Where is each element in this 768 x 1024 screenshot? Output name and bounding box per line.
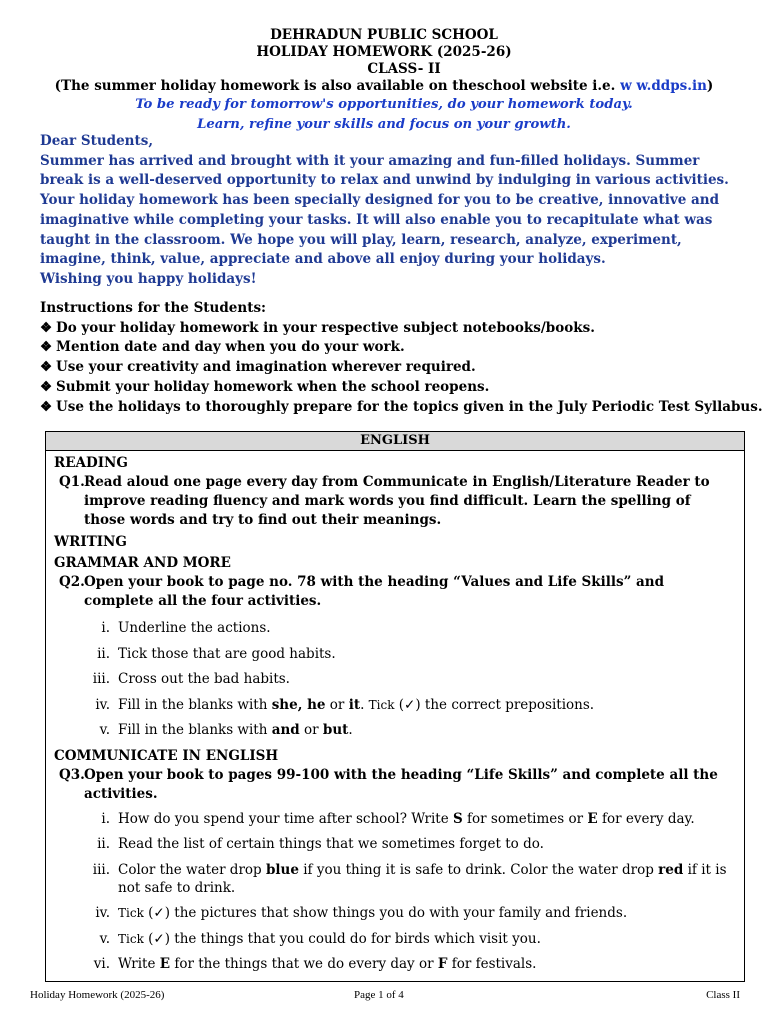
- item-number: iii.: [92, 861, 110, 878]
- question-3-activities: [54, 810, 736, 974]
- tick-word: Tick: [118, 931, 144, 946]
- tick-word: Tick: [368, 697, 395, 712]
- item-text: Read the list of certain things that we sometimes forget to do.: [118, 836, 544, 852]
- text-run: Write: [118, 956, 160, 972]
- item-text: [118, 721, 736, 739]
- instruction-text: Submit your holiday homework when the school reopens.: [56, 378, 490, 395]
- item-number: v.: [99, 930, 110, 947]
- item-number: v.: [99, 722, 110, 738]
- question-text: Open your book to pages 99-100 with the heading “Life Skills” and complete all the activities.: [84, 766, 718, 802]
- text-run: (✓) the things that you could do for birds which visit you.: [143, 930, 541, 947]
- motto-line-2: Learn, refine your skills and focus on your growth.: [197, 117, 571, 132]
- text-run: for festivals.: [447, 956, 537, 972]
- footer-right: Class II: [706, 989, 740, 1001]
- diamond-bullet-icon: ❖: [40, 398, 53, 415]
- bold-word: blue: [265, 861, 299, 878]
- instruction-text: Use the holidays to thoroughly prepare for the topics given in the July Periodic Test Syllabus.: [56, 398, 763, 415]
- item-number: i.: [101, 620, 110, 636]
- homework-title: HOLIDAY HOMEWORK (2025-26): [256, 44, 512, 60]
- list-item: [54, 810, 736, 828]
- item-text: Underline the actions.: [118, 620, 271, 636]
- bold-word: and: [271, 722, 300, 738]
- grammar-heading: GRAMMAR AND MORE: [54, 555, 231, 571]
- instructions-list: [40, 319, 763, 418]
- item-text: [118, 955, 736, 973]
- list-item: [40, 398, 763, 418]
- instruction-text: Do your holiday homework in your respective subject notebooks/books.: [56, 319, 595, 336]
- letter-closing: Wishing you happy holidays!: [40, 270, 257, 287]
- text-run: if you thing it is safe to drink. Color the water drop: [298, 861, 659, 878]
- website-note: [0, 78, 768, 95]
- writing-heading: WRITING: [54, 534, 127, 550]
- item-text: [118, 861, 736, 897]
- bold-word: she, he: [271, 696, 326, 713]
- text-run: (✓) the correct prepositions.: [394, 696, 595, 713]
- bold-word: E: [587, 810, 598, 827]
- bold-word: but: [322, 722, 349, 738]
- item-text: Tick those that are good habits.: [118, 645, 336, 662]
- item-text: [118, 904, 736, 922]
- question-number: Q1.: [59, 474, 85, 490]
- text-run: .: [348, 722, 353, 738]
- question-2: [54, 573, 736, 611]
- list-item: [54, 721, 736, 739]
- bold-word: F: [437, 956, 448, 972]
- item-number: iv.: [95, 905, 110, 921]
- item-number: ii.: [97, 836, 110, 852]
- diamond-bullet-icon: ❖: [40, 339, 53, 356]
- document-header: [0, 27, 768, 135]
- diamond-bullet-icon: ❖: [40, 319, 53, 336]
- english-heading: ENGLISH: [46, 432, 744, 451]
- bold-word: S: [453, 810, 463, 827]
- question-2-activities: [54, 619, 736, 739]
- item-number: vi.: [93, 956, 110, 972]
- list-item: [40, 319, 760, 339]
- item-text: [118, 810, 736, 828]
- question-1: [54, 473, 736, 530]
- website-note-prefix: (The summer holiday homework is also available on theschool website i.e.: [54, 78, 621, 94]
- website-link[interactable]: w w.ddps.in: [620, 78, 707, 94]
- list-item: [54, 835, 736, 853]
- item-number: iii.: [92, 671, 110, 687]
- bold-word: E: [159, 956, 171, 972]
- item-number: iv.: [95, 696, 110, 713]
- reading-heading: READING: [54, 455, 128, 471]
- text-run: for the things that we do every day or: [170, 956, 438, 972]
- list-item: [54, 955, 736, 973]
- list-item: [40, 378, 760, 398]
- text-run: for every day.: [597, 810, 695, 827]
- question-text: Read aloud one page every day from Communicate in English/Literature Reader to improve reading fluency and mark words you find difficult. Learn the spelling of those words and try to find out their meanings.: [84, 474, 710, 528]
- english-section-box: [45, 431, 745, 982]
- text-run: for sometimes or: [462, 810, 588, 827]
- footer-left: Holiday Homework (2025-26): [30, 989, 165, 1001]
- list-item: [54, 696, 736, 714]
- tick-word: Tick: [118, 906, 144, 920]
- list-item: [40, 338, 760, 358]
- bold-word: it: [348, 696, 361, 713]
- letter-greeting: Dear Students,: [40, 133, 154, 149]
- website-note-suffix: ): [706, 78, 714, 94]
- item-number: ii.: [97, 645, 110, 662]
- bold-word: red: [658, 861, 684, 878]
- text-run: if it is not safe to drink.: [118, 861, 727, 896]
- question-number: Q2.: [59, 574, 85, 590]
- text-run: or: [299, 722, 323, 738]
- list-item: [54, 930, 736, 948]
- text-run: (✓) the pictures that show things you do with your family and friends.: [143, 905, 628, 921]
- question-number: Q3.: [59, 766, 85, 783]
- item-number: i.: [101, 810, 110, 827]
- class-label: CLASS- II: [367, 61, 441, 77]
- english-content: [46, 451, 744, 973]
- question-3: [54, 766, 736, 804]
- list-item: [54, 619, 736, 637]
- diamond-bullet-icon: ❖: [40, 378, 53, 395]
- instruction-text: Use your creativity and imagination wherever required.: [56, 359, 476, 376]
- instructions-section: [40, 299, 763, 417]
- item-text: [118, 696, 736, 714]
- text-run: or: [325, 696, 349, 713]
- list-item: [54, 861, 736, 897]
- letter-body: Summer has arrived and brought with it your amazing and fun-filled holidays. Summer break is a well-deserved opportunity to relax and unwind by indulging in various activities. Your holiday homework has been specially designed for you to be creative, innovative and imaginative while completing your tasks. It will also enable you to recapitulate what was taught in the classroom. We hope you will play, learn, research, analyze, experiment, imagine, think, value, appreciate and above all enjoy during your holidays.: [40, 152, 729, 268]
- item-text: Cross out the bad habits.: [118, 671, 290, 687]
- list-item: [54, 645, 736, 663]
- instructions-heading: Instructions for the Students:: [40, 300, 267, 316]
- text-run: .: [360, 696, 369, 713]
- diamond-bullet-icon: ❖: [40, 359, 53, 376]
- school-name: DEHRADUN PUBLIC SCHOOL: [270, 27, 498, 43]
- instruction-text: Mention date and day when you do your work.: [56, 339, 405, 356]
- item-text: [118, 930, 736, 948]
- list-item: [40, 358, 760, 378]
- text-run: Fill in the blanks with: [118, 696, 272, 713]
- question-text: Open your book to page no. 78 with the heading “Values and Life Skills” and complete all the four activities.: [84, 574, 665, 609]
- text-run: Color the water drop: [118, 861, 266, 878]
- letter-to-students: [40, 132, 740, 290]
- motto-line-1: To be ready for tomorrow's opportunities, do your homework today.: [135, 97, 633, 112]
- text-run: Fill in the blanks with: [118, 722, 272, 738]
- text-run: How do you spend your time after school? Write: [118, 810, 453, 827]
- page-number: Page 1 of 4: [354, 989, 404, 1001]
- list-item: [54, 904, 736, 922]
- communicate-heading: COMMUNICATE IN ENGLISH: [54, 747, 279, 764]
- list-item: [54, 670, 736, 688]
